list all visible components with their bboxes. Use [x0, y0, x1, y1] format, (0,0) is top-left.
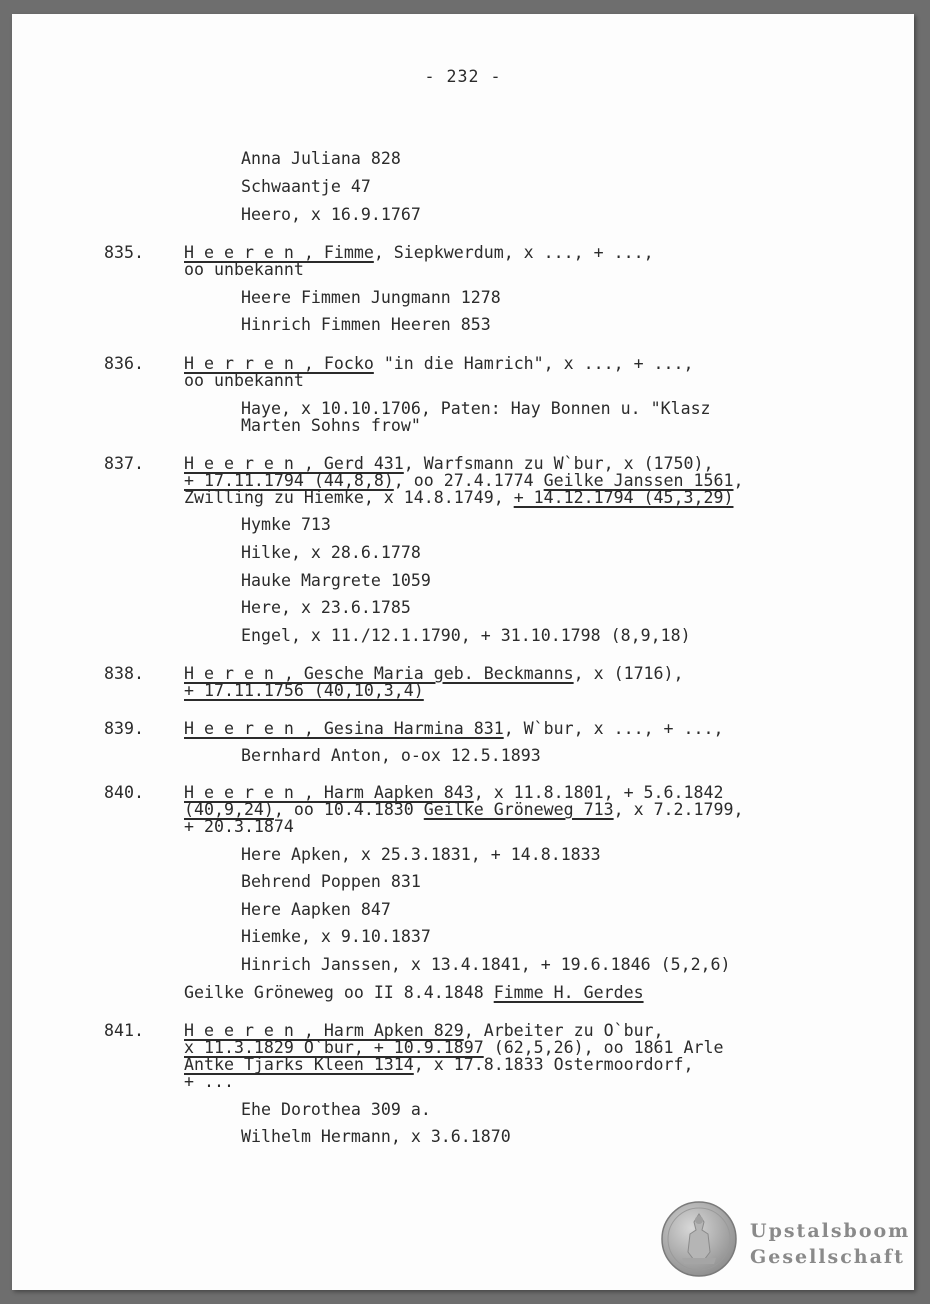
child-line: Here, x 23.6.1785: [241, 598, 411, 617]
entry-number: 841.: [104, 1021, 144, 1040]
entry-line: [184, 1056, 694, 1073]
spouse-name: Antke Tjarks Kleen 1314: [184, 1055, 414, 1074]
child-line: Schwaantje 47: [241, 177, 371, 196]
entry-name: H e r e n , Gesche Maria geb. Beckmanns: [184, 664, 574, 683]
child-line: Hiemke, x 9.10.1837: [241, 927, 431, 946]
entry-line: [184, 489, 733, 506]
child-line: Hilke, x 28.6.1778: [241, 543, 421, 562]
entry-details: , Siepkwerdum, x ..., + ...,: [373, 243, 654, 262]
birth-death-dates: x 11.3.1829 O`bur, + 10.9.1897: [184, 1038, 484, 1057]
marriage-text: , oo 10.4.1830: [273, 800, 424, 819]
marriage-text: (62,5,26), oo 1861 Arle: [483, 1038, 724, 1057]
entry-number: 839.: [104, 719, 144, 738]
entry-name: H e e r e n , Fimme: [184, 243, 374, 262]
document-page: [12, 14, 914, 1290]
child-line: Heere Fimmen Jungmann 1278: [241, 288, 501, 307]
child-line: Behrend Poppen 831: [241, 872, 421, 891]
remarriage-text: Geilke Gröneweg oo II 8.4.1848: [184, 983, 494, 1002]
entry-line: [184, 801, 743, 818]
child-line: Heero, x 16.9.1767: [241, 205, 421, 224]
entry-header: [184, 784, 723, 801]
entry-line: + 20.3.1874: [184, 817, 294, 836]
entry-name: H e r r e n , Focko: [184, 354, 374, 373]
entry-details: "in die Hamrich", x ..., + ...,: [373, 354, 694, 373]
entry-header: [184, 355, 694, 372]
entry-name: H e e r e n , Gerd 431: [184, 454, 404, 473]
entry-details: , Warfsmann zu W`bur, x (1750),: [403, 454, 714, 473]
entry-details: , Arbeiter zu O`bur,: [463, 1021, 664, 1040]
child-line: Marten Sohns frow": [241, 416, 421, 435]
child-line: Ehe Dorothea 309 a.: [241, 1100, 431, 1119]
entry-header: [184, 720, 724, 737]
entry-line: oo unbekannt: [184, 371, 304, 390]
entry-header: [184, 665, 684, 682]
death-date: + 14.12.1794 (45,3,29): [513, 488, 734, 507]
spouse-birth: , x 7.2.1799,: [613, 800, 744, 819]
age-at-death: (40,9,24): [184, 800, 274, 819]
death-date: + 17.11.1756 (40,10,3,4): [184, 681, 424, 700]
child-line: Wilhelm Hermann, x 3.6.1870: [241, 1127, 511, 1146]
entry-number: 837.: [104, 454, 144, 473]
spouse-name: Geilke Janssen 1561: [543, 471, 734, 490]
entry-number: 836.: [104, 354, 144, 373]
death-date: + 17.11.1794 (44,8,8): [184, 471, 394, 490]
child-line: Hymke 713: [241, 515, 331, 534]
entry-details: , x (1716),: [573, 664, 684, 683]
entry-details: , W`bur, x ..., + ...,: [503, 719, 724, 738]
entry-details: , x 11.8.1801, + 5.6.1842: [473, 783, 724, 802]
child-line: Engel, x 11./12.1.1790, + 31.10.1798 (8,9,18): [241, 626, 691, 645]
child-line: Hinrich Janssen, x 13.4.1841, + 19.6.1846 (5,2,6): [241, 955, 731, 974]
society-logo: [750, 1218, 910, 1270]
logo-line: Gesellschaft: [750, 1246, 905, 1268]
child-line: Anna Juliana 828: [241, 149, 401, 168]
seal-icon: [660, 1200, 738, 1278]
child-line: Bernhard Anton, o-ox 12.5.1893: [241, 746, 541, 765]
child-line: Hinrich Fimmen Heeren 853: [241, 315, 491, 334]
twin-text: Zwilling zu Hiemke, x 14.8.1749,: [184, 488, 514, 507]
entry-line: + ...: [184, 1072, 234, 1091]
entry-line: oo unbekannt: [184, 260, 304, 279]
entry-header: [184, 244, 654, 261]
punctuation: ,: [733, 471, 744, 490]
marriage-text: , oo 27.4.1774: [393, 471, 544, 490]
child-line: Here Apken, x 25.3.1831, + 14.8.1833: [241, 845, 601, 864]
remarriage-note: [184, 984, 644, 1001]
entry-name: H e e r e n , Gesina Harmina 831: [184, 719, 504, 738]
child-line: Here Aapken 847: [241, 900, 391, 919]
spouse-name: Geilke Gröneweg 713: [423, 800, 614, 819]
entry-name: H e e r e n , Harm Apken 829: [184, 1021, 464, 1040]
second-spouse: Fimme H. Gerdes: [493, 983, 644, 1002]
entry-header: [184, 1022, 664, 1039]
entry-line: [184, 472, 743, 489]
child-line: Hauke Margrete 1059: [241, 571, 431, 590]
entry-name: H e e r e n , Harm Aapken 843: [184, 783, 474, 802]
entry-number: 835.: [104, 243, 144, 262]
spouse-birth: , x 17.8.1833 Ostermoordorf,: [413, 1055, 694, 1074]
page-content: [12, 14, 914, 1290]
logo-line: Upstalsboom: [750, 1220, 911, 1242]
entry-number: 840.: [104, 783, 144, 802]
page-number: - 232 -: [424, 67, 502, 86]
entry-line: [184, 1039, 724, 1056]
entry-header: [184, 455, 714, 472]
entry-number: 838.: [104, 664, 144, 683]
child-line: Haye, x 10.10.1706, Paten: Hay Bonnen u. "Klasz: [241, 399, 711, 418]
